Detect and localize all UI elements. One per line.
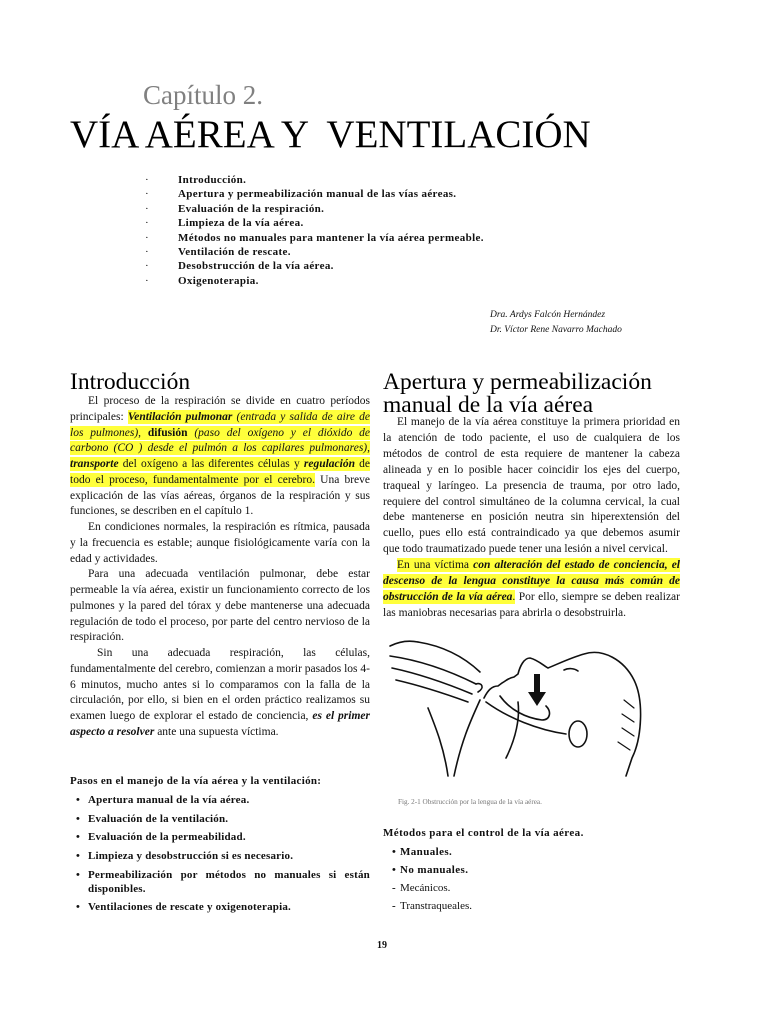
airway-obstruction-illustration	[388, 638, 644, 778]
text-run: Por ello, siempre se deben realizar las maniobras necesarias para abrirla o desobstruirla.	[383, 590, 680, 619]
bullet: •	[76, 868, 81, 881]
list-item	[383, 845, 680, 859]
chapter-label: Capítulo 2.	[143, 80, 263, 110]
list-item-text: Ventilaciones de rescate y oxigenoterapia.	[88, 901, 292, 914]
bullet: •	[76, 850, 81, 863]
paragraph	[70, 394, 370, 520]
list-item	[70, 868, 370, 896]
bullet: •	[76, 901, 81, 914]
list-item	[70, 849, 370, 863]
contents-bullet: ·	[145, 246, 150, 259]
text-run: ,	[138, 426, 148, 439]
text-run: (paso del oxígeno y el dióxido de carbono (CO ) desde el pulmón a los capilares pulmonares)	[70, 426, 370, 455]
text-run: ,	[367, 442, 370, 455]
list-item	[70, 900, 370, 914]
list-item	[383, 899, 680, 913]
list-item-text: Permeabilización por métodos no manuales si están disponibles.	[88, 868, 370, 895]
hair-hatching	[618, 700, 634, 750]
list-item-text: Mecánicos.	[400, 882, 451, 895]
paragraph: El manejo de la vía aérea constituye la primera prioridad en la atención de todo paciente, el uso de cualquiera de los métodos de control de esta requiere de mantener la cabeza alineada y en lo posible hacer coincidir los ejes del cuerpo, traqueal y laríngeo. La presencia de trauma, por otro lado, requiere del control simultáneo de la columna cervical, la cual debe mantenerse en posición neutra sin hiperextensión del cuello, pues ello está contraindicado ya que debemos asumir que todo traumatizado puede tener una lesión a nivel cervical.	[383, 416, 680, 556]
bullet: -	[392, 900, 396, 913]
emphasis-text: es el primer aspecto a resolver	[70, 710, 370, 738]
arrow-down-icon	[528, 674, 546, 706]
contents-item	[143, 245, 563, 259]
contents-item-text: Evaluación de la respiración.	[178, 202, 325, 215]
text-run: (entrada y salida de aire de los pulmones)	[70, 410, 370, 439]
chapter-contents-list	[143, 173, 563, 288]
list-item	[70, 812, 370, 826]
contents-item-text: Ventilación de rescate.	[178, 246, 291, 259]
authors	[490, 308, 622, 338]
text-run: Una breve explicación de las vías aéreas, órganos de la respiración y sus funciones, se describen en el capítulo 1.	[70, 473, 371, 518]
list-item	[70, 793, 370, 807]
contents-bullet: ·	[145, 188, 150, 201]
methods-title: Métodos para el control de la vía aérea.	[383, 827, 584, 839]
contents-item	[143, 259, 563, 273]
paragraph: Para una adecuada ventilación pulmonar, debe estar permeable la vía aérea, existir un funcionamiento correcto de los pulmones y la pared del tórax y debe mantenerse una adecuada regulación de todo el proceso, por parte del centro nervioso de la respiración.	[70, 568, 370, 644]
list-item-text: Evaluación de la ventilación.	[88, 812, 229, 825]
contents-item-text: Desobstrucción de la vía aérea.	[178, 260, 334, 273]
term-regulacion: regulación	[303, 458, 355, 470]
contents-bullet: ·	[145, 174, 150, 186]
bullet: •	[76, 794, 81, 806]
list-item	[383, 863, 680, 877]
contents-item-text: Apertura y permeabilización manual de las vías aéreas.	[178, 188, 457, 201]
list-item-text: Manuales.	[400, 846, 453, 858]
term-ventilacion: Ventilación pulmonar	[127, 410, 233, 423]
section-heading-apertura: Apertura y permeabilización manual de la vía aérea	[383, 369, 652, 418]
text-run: de todo el proceso, fundamentalmente por el cerebro.	[70, 458, 370, 486]
contents-bullet: ·	[145, 274, 150, 287]
contents-bullet: ·	[145, 202, 150, 215]
author-name: Dr. Víctor Rene Navarro Machado	[490, 325, 622, 335]
hand-drawing	[390, 641, 482, 702]
apertura-body	[383, 415, 680, 622]
text-run: .	[512, 590, 516, 603]
bullet: •	[392, 864, 397, 877]
term-transporte: transporte	[70, 458, 119, 470]
contents-item-text: Oxigenoterapia.	[178, 274, 259, 287]
text-run: ante una supuesta víctima.	[154, 725, 279, 738]
contents-bullet: ·	[145, 231, 150, 244]
paragraph	[383, 558, 680, 622]
text-run: Sin una adecuada respiración, las células, fundamentalmente del cerebro, comienzan a morir pasados los 4-6 minutos, mucho antes si lo comparamos con la falla de la circulación, por ello, si bien en el orden práctico realizamos su examen luego de explorar el estado de conciencia,	[70, 647, 370, 722]
list-item-text: No manuales.	[400, 864, 469, 877]
contents-bullet: ·	[145, 260, 150, 273]
methods-list	[383, 845, 680, 917]
author-name: Dra. Ardys Falcón Hernández	[490, 310, 606, 320]
contents-item	[143, 274, 563, 288]
text-run: En una víctima	[397, 559, 474, 572]
bullet: •	[392, 846, 397, 858]
contents-item	[143, 173, 563, 187]
contents-bullet: ·	[145, 217, 150, 230]
contents-item-text: Introducción.	[178, 174, 247, 186]
list-item-text: Transtraqueales.	[400, 900, 472, 913]
page-number: 19	[377, 940, 387, 951]
contents-item	[143, 216, 563, 230]
steps-title: Pasos en el manejo de la vía aérea y la ventilación:	[70, 775, 322, 787]
emphasis-text: con alteración del estado de conciencia, el descenso de la lengua constituye la causa más común de obstrucción de la vía aérea	[383, 559, 680, 603]
bullet: •	[76, 831, 81, 844]
contents-item	[143, 231, 563, 245]
list-item-text: Evaluación de la permeabilidad.	[88, 831, 246, 844]
paragraph	[70, 646, 370, 741]
text-run: El proceso de la respiración se divide en cuatro períodos principales:	[70, 395, 370, 423]
paragraph: En condiciones normales, la respiración es rítmica, pausada y la frecuencia es estable; aunque fisiológicamente varía con la edad y actividades.	[70, 521, 370, 565]
bullet: •	[76, 812, 81, 825]
head-outline	[428, 652, 641, 776]
figure-caption: Fig. 2-1 Obstrucción por la lengua de la vía aérea.	[398, 798, 542, 806]
contents-item	[143, 202, 563, 216]
steps-list	[70, 793, 370, 919]
term-difusion: difusión	[147, 426, 188, 439]
list-item-text: Apertura manual de la vía aérea.	[88, 794, 250, 806]
introduccion-body	[70, 394, 370, 741]
list-item	[70, 830, 370, 844]
contents-item-text: Limpieza de la vía aérea.	[178, 217, 304, 230]
contents-item-text: Métodos no manuales para mantener la vía aérea permeable.	[178, 231, 484, 244]
contents-item	[143, 187, 563, 201]
chapter-title: VÍA AÉREA Y VENTILACIÓN	[70, 113, 591, 156]
bullet: -	[392, 882, 396, 895]
section-heading-introduccion: Introducción	[70, 369, 191, 395]
list-item-text: Limpieza y desobstrucción si es necesario.	[88, 850, 294, 863]
tongue-and-airway	[500, 696, 549, 758]
text-run: del oxígeno a las diferentes células y	[118, 458, 304, 470]
list-item	[383, 881, 680, 895]
